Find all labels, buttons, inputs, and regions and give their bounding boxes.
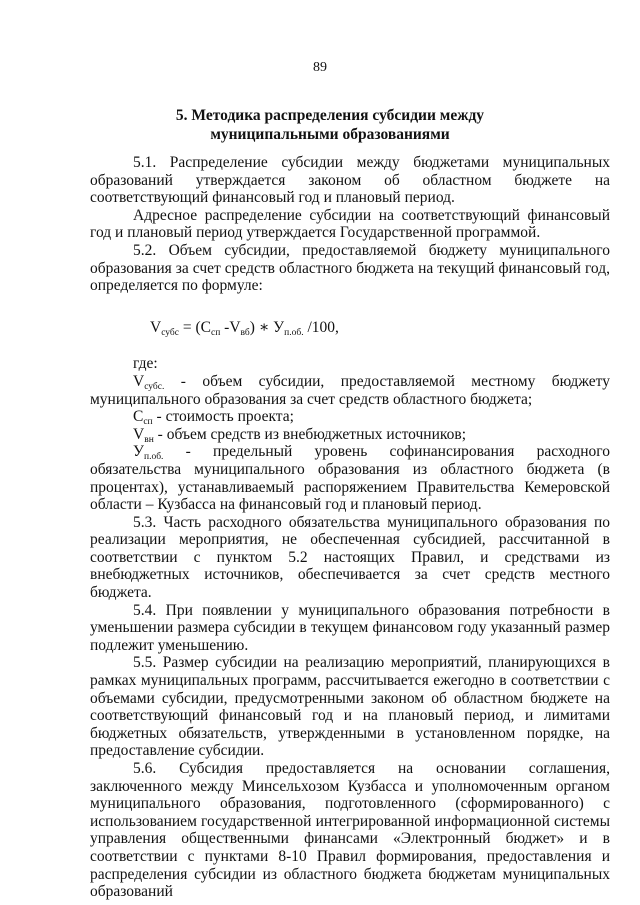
- formula-vb-sub: вб: [240, 327, 250, 338]
- formula-eq-open: = (С: [178, 318, 211, 336]
- formula: [90, 319, 610, 337]
- definition-subscript: п.об.: [143, 452, 164, 463]
- definition-text: - стоимость проекта;: [152, 408, 294, 426]
- paragraph-5-1-address: Адресное распределение субсидии на соответствующий финансовый год и плановый период утверждается Государственной программой.: [90, 206, 610, 242]
- definition-subscript: сп: [143, 417, 153, 428]
- formula-minus: -V: [220, 318, 241, 336]
- formula-v: V: [150, 318, 162, 336]
- formula-c-sub: сп: [210, 327, 221, 338]
- definition-text: - объем средств из внебюджетных источников;: [153, 425, 466, 443]
- definition-v-vn: [90, 426, 610, 444]
- formula-times: ) ∗ У: [249, 318, 285, 336]
- definition-v-subs: [90, 373, 610, 408]
- definition-text: - предельный уровень софинансирования расходного обязательства муниципального образования из областного бюджета (в процентах), устанавливаемый распоряжением Правительства Кемеровской области – Кузбасса на финансовый год и плановый период.: [90, 443, 610, 514]
- formula-tail: /100,: [303, 318, 339, 336]
- formula-v-sub: субс: [161, 327, 179, 338]
- section-title: 5. Методика распределения субсидии между муниципальными образованиями: [175, 107, 485, 143]
- page-number: 89: [313, 60, 327, 75]
- paragraph-5-5: 5.5. Размер субсидии на реализацию мероприятий, планирующихся в рамках муниципальных программ, рассчитывается ежегодно в соответствии с объемами субсидии, предусмотренными законом об областном бюджете на соответствующий финансовый год и на плановый период, и лимитами бюджетных обязательств, утвержденными в установленном порядке, на предоставление субсидии.: [90, 654, 610, 760]
- definition-symbol: V: [133, 372, 145, 390]
- definition-u-pob: [90, 443, 610, 513]
- definition-symbol: С: [133, 408, 144, 426]
- formula-u-sub: п.об.: [284, 327, 304, 338]
- where-label: где:: [133, 355, 158, 373]
- definition-c-sp: [90, 408, 610, 426]
- paragraph-5-4: 5.4. При появлении у муниципального образования потребности в уменьшении размера субсидии в текущем финансовом году указанный размер подлежит уменьшению.: [90, 601, 610, 654]
- definition-subscript: субс.: [144, 381, 165, 392]
- document-body: [90, 154, 610, 901]
- paragraph-5-2: 5.2. Объем субсидии, предоставляемой бюджету муниципального образования за счет средств областного бюджета на текущий финансовый год, определяется по формуле:: [90, 241, 610, 295]
- paragraph-5-6: 5.6. Субсидия предоставляется на основании соглашения, заключенного между Минсельхозом Кузбасса и уполномоченным органом муниципального образования, подготовленного (сформированного) с использованием государственной интегрированной информационной системы управления общественными финансами «Электронный бюджет» и в соответствии с пунктами 8-10 Правил формирования, предоставления и распределения субсидии из областного бюджета бюджетам муниципальных образований: [90, 760, 610, 901]
- definition-symbol: У: [133, 443, 144, 461]
- paragraph-5-3: 5.3. Часть расходного обязательства муниципального образования по реализации мероприятия, не обеспеченная субсидией, рассчитанной в соответствии с пунктом 5.2 настоящих Правил, и средствами из внебюджетных источников, обеспечивается за счет средств местного бюджета.: [90, 513, 610, 602]
- definition-symbol: V: [133, 425, 145, 443]
- paragraph-5-1: 5.1. Распределение субсидии между бюджетами муниципальных образований утверждается законом об областном бюджете на соответствующий финансовый год и плановый период.: [90, 154, 610, 207]
- definition-subscript: вн: [144, 434, 154, 445]
- definition-text: - объем субсидии, предоставляемой местному бюджету муниципального образования за счет средств областного бюджета;: [90, 372, 610, 408]
